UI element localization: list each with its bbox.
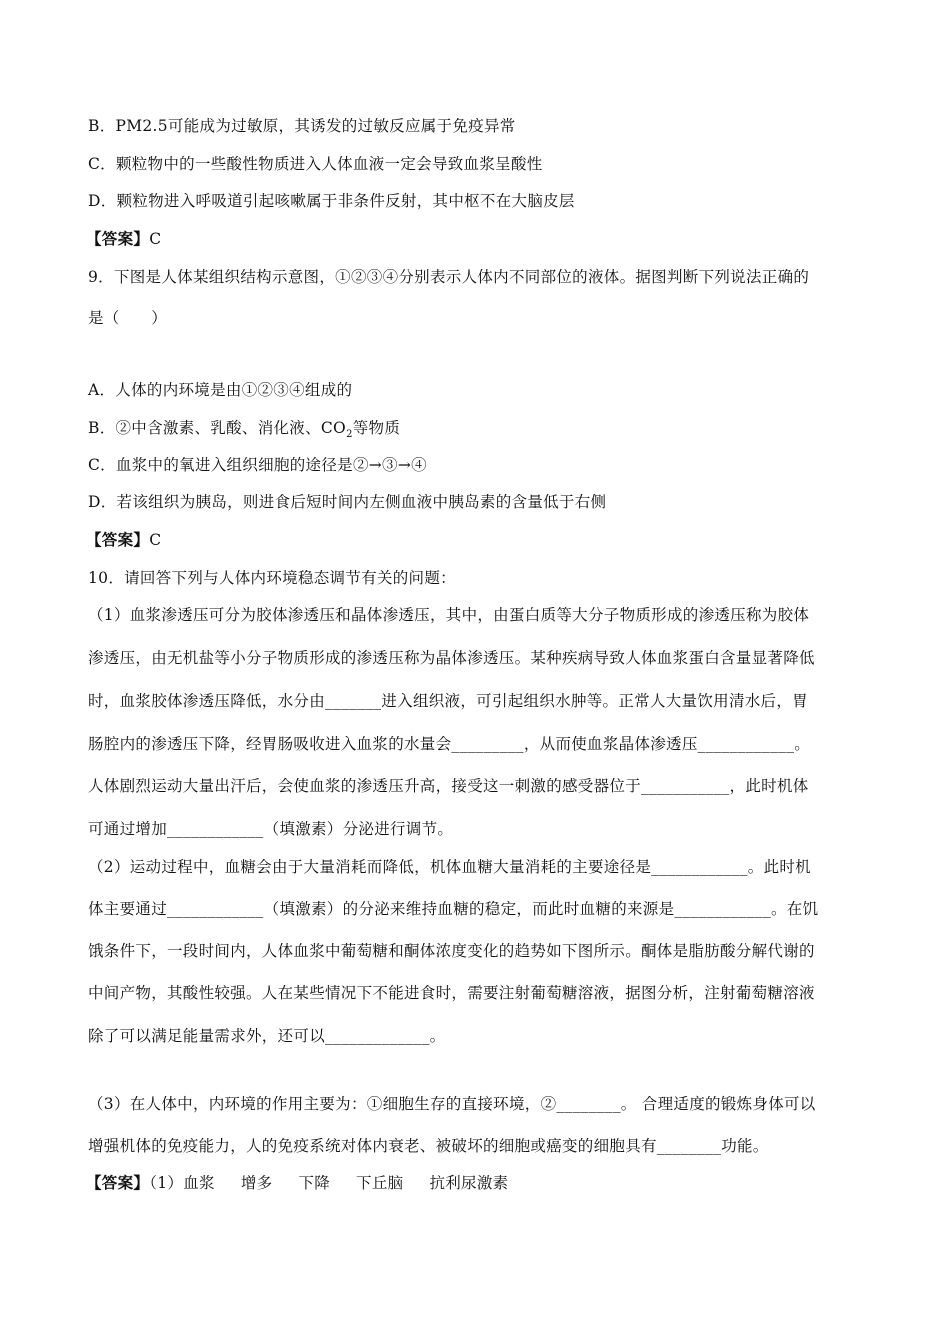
q8-option-d: D．颗粒物进入呼吸道引起咳嗽属于非条件反射，其中枢不在大脑皮层 xyxy=(88,192,575,210)
q10-p1-line5: 人体剧烈运动大量出汗后，会使血浆的渗透压升高，接受这一刺激的感受器位于___________，此时机体 xyxy=(88,777,809,795)
q8-answer xyxy=(86,229,161,249)
q8-option-b: B．PM2.5可能成为过敏原，其诱发的过敏反应属于免疫异常 xyxy=(88,117,516,135)
co2-subscript: 2 xyxy=(346,429,353,441)
q10-p2-line1: （2）运动过程中，血糖会由于大量消耗而降低，机体血糖大量消耗的主要途径是____________。此时机 xyxy=(88,858,811,876)
answer-part-5: 抗利尿激素 xyxy=(429,1174,509,1192)
answer-tag: 【答案】 xyxy=(86,229,150,248)
q10-p1-line2: 渗透压，由无机盐等小分子物质形成的渗透压称为晶体渗透压。某种疾病导致人体血浆蛋白含量显著降低 xyxy=(88,649,815,667)
answer-part-4: 下丘脑 xyxy=(356,1174,404,1192)
q10-p2-line5: 除了可以满足能量需求外，还可以_____________。 xyxy=(88,1027,446,1045)
q9-option-b-rest: 等物质 xyxy=(352,419,401,437)
answer-part-1: （1）血浆 xyxy=(149,1174,215,1192)
answer-value: C xyxy=(149,230,162,248)
q9-option-a: A．人体的内环境是由①②③④组成的 xyxy=(88,381,353,399)
q10-p1-line1: （1）血浆渗透压可分为胶体渗透压和晶体渗透压，其中，由蛋白质等大分子物质形成的渗透压称为胶体 xyxy=(88,606,810,624)
q9-stem-line1: 9．下图是人体某组织结构示意图，①②③④分别表示人体内不同部位的液体。据图判断下列说法正确的 xyxy=(88,268,810,286)
q9-stem-line2: 是（ ） xyxy=(88,309,168,327)
answer-part-3: 下降 xyxy=(298,1174,331,1192)
answer-part-2: 增多 xyxy=(240,1174,273,1192)
q10-title: 10．请回答下列与人体内环境稳态调节有关的问题： xyxy=(88,569,456,587)
q9-option-c: C．血浆中的氧进入组织细胞的途径是②→③→④ xyxy=(88,456,427,474)
q9-option-b-text: B．②中含激素、乳酸、消化液、CO xyxy=(88,419,347,437)
q10-p3-line2: 增强机体的免疫能力，人的免疫系统对体内衰老、被破坏的细胞或癌变的细胞具有________功能。 xyxy=(88,1137,769,1155)
q10-p1-line3: 时，血浆胶体渗透压降低，水分由_______进入组织液，可引起组织水肿等。正常人大量饮用清水后，胃 xyxy=(88,692,808,710)
q10-p2-line3: 饿条件下，一段时间内，人体血浆中葡萄糖和酮体浓度变化的趋势如下图所示。酮体是脂肪酸分解代谢的 xyxy=(88,942,815,960)
q10-answer xyxy=(86,1173,508,1193)
q9-option-b xyxy=(88,418,400,445)
q10-p1-line6: 可通过增加____________（填激素）分泌进行调节。 xyxy=(88,820,454,838)
answer-value: C xyxy=(149,531,162,549)
q9-answer xyxy=(86,530,161,550)
q9-option-d: D．若该组织为胰岛，则进食后短时间内左侧血液中胰岛素的含量低于右侧 xyxy=(88,493,607,511)
q8-option-c: C．颗粒物中的一些酸性物质进入人体血液一定会导致血浆呈酸性 xyxy=(88,155,543,173)
q10-p3-line1: （3）在人体中，内环境的作用主要为：①细胞生存的直接环境，②________。 合理适度的锻炼身体可以 xyxy=(88,1095,816,1113)
answer-tag: 【答案】 xyxy=(86,1173,150,1192)
q10-p1-line4: 肠腔内的渗透压下降，经胃肠吸收进入血浆的水量会_________，从而使血浆晶体渗透压____________。 xyxy=(88,735,811,753)
q10-p2-line2: 体主要通过____________（填激素）的分泌来维持血糖的稳定，而此时血糖的来源是____________。在饥 xyxy=(88,900,819,918)
q10-p2-line4: 中间产物，其酸性较强。人在某些情况下不能进食时，需要注射葡萄糖溶液，据图分析，注射葡萄糖溶液 xyxy=(88,984,815,1002)
answer-tag: 【答案】 xyxy=(86,530,150,549)
